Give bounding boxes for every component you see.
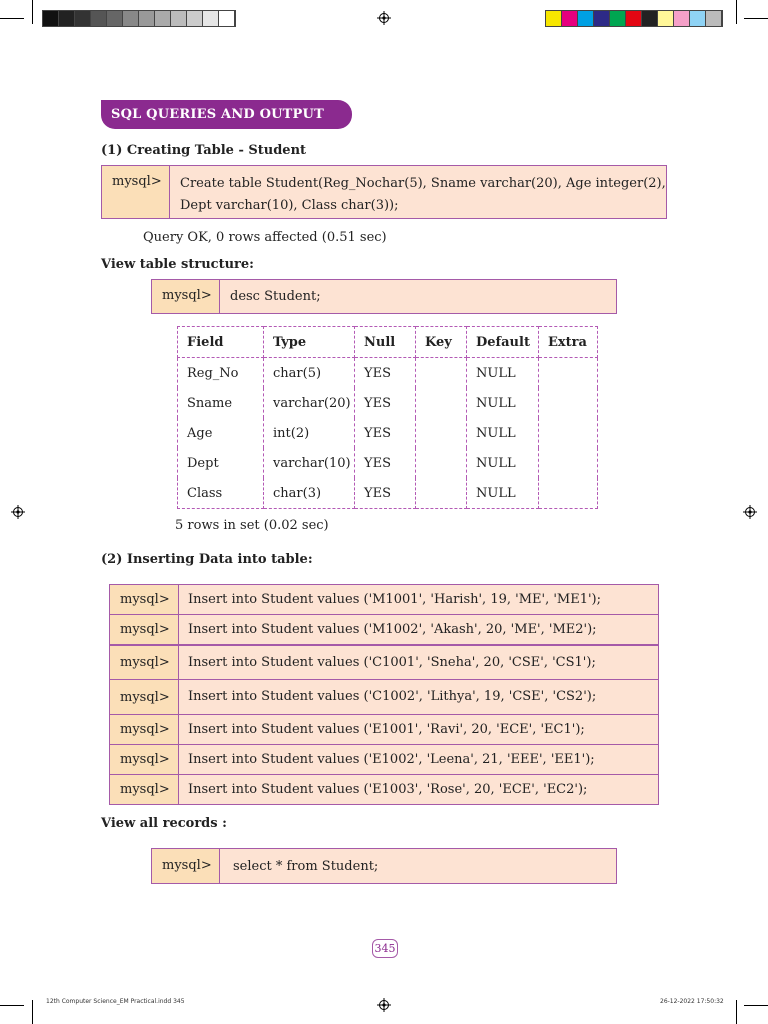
table-row <box>178 418 598 448</box>
table-cell <box>539 478 598 509</box>
crop-mark <box>736 0 737 24</box>
desc-query-box <box>151 279 617 314</box>
table-cell: NULL <box>467 388 539 418</box>
table-header-row <box>178 327 598 358</box>
query-line: Create table Student(Reg_Nochar(5), Sname varchar(20), Age integer(2), <box>180 176 666 191</box>
view-structure-heading: View table structure: <box>101 257 254 272</box>
table-cell <box>539 418 598 448</box>
table-cell <box>539 358 598 389</box>
table-cell <box>416 388 467 418</box>
desc-result-table <box>177 326 598 509</box>
table-cell <box>416 358 467 389</box>
table-cell: Sname <box>178 388 264 418</box>
table-cell: YES <box>355 478 416 509</box>
table-cell: Class <box>178 478 264 509</box>
mysql-prompt: mysql> <box>110 775 179 804</box>
registration-mark-icon <box>11 505 25 519</box>
insert-query: Insert into Student values ('E1003', 'Rose', 20, 'ECE', 'EC2'); <box>188 781 588 797</box>
desc-result: 5 rows in set (0.02 sec) <box>175 518 329 533</box>
table-cell: Reg_No <box>178 358 264 389</box>
crop-mark <box>32 1000 33 1024</box>
column-header: Type <box>264 327 355 358</box>
table-cell: YES <box>355 388 416 418</box>
crop-mark <box>744 1005 768 1006</box>
registration-mark-icon <box>377 11 391 25</box>
crop-mark <box>0 18 24 19</box>
insert-query-box <box>109 774 659 805</box>
insert-query-box <box>109 714 659 745</box>
insert-query: Insert into Student values ('E1001', 'Ravi', 20, 'ECE', 'EC1'); <box>188 721 585 737</box>
table-cell: NULL <box>467 448 539 478</box>
mysql-prompt: mysql> <box>102 166 170 218</box>
table-row <box>178 448 598 478</box>
registration-mark-icon <box>743 505 757 519</box>
table-cell <box>539 388 598 418</box>
mysql-prompt: mysql> <box>110 680 179 714</box>
insert-query: Insert into Student values ('M1001', 'Harish', 19, 'ME', 'ME1'); <box>188 591 602 607</box>
insert-query-box <box>109 645 659 680</box>
mysql-prompt: mysql> <box>110 715 179 744</box>
footer-timestamp: 26-12-2022 17:50:32 <box>660 998 724 1005</box>
column-header: Field <box>178 327 264 358</box>
mysql-prompt: mysql> <box>110 615 179 644</box>
insert-heading: (2) Inserting Data into table: <box>101 552 313 567</box>
insert-query: Insert into Student values ('E1002', 'Leena', 21, 'EEE', 'EE1'); <box>188 751 595 767</box>
registration-mark-icon <box>377 998 391 1012</box>
table-row <box>178 358 598 389</box>
select-query-box <box>151 848 617 884</box>
insert-query-box <box>109 679 659 715</box>
table-cell: varchar(10) <box>264 448 355 478</box>
crop-mark <box>0 1005 24 1006</box>
mysql-prompt: mysql> <box>152 849 220 883</box>
view-all-heading: View all records : <box>101 816 227 831</box>
table-cell: Age <box>178 418 264 448</box>
table-cell <box>416 478 467 509</box>
table-cell: YES <box>355 358 416 389</box>
mysql-prompt: mysql> <box>152 280 220 313</box>
table-cell: char(3) <box>264 478 355 509</box>
table-cell: YES <box>355 448 416 478</box>
table-row <box>178 388 598 418</box>
create-table-query <box>170 166 666 218</box>
insert-query-box <box>109 744 659 775</box>
page-number: 345 <box>372 939 398 958</box>
select-query: select * from Student; <box>233 859 379 874</box>
table-cell: NULL <box>467 418 539 448</box>
query-line: Dept varchar(10), Class char(3)); <box>180 198 399 213</box>
create-result: Query OK, 0 rows affected (0.51 sec) <box>143 230 387 245</box>
section-title: SQL QUERIES AND OUTPUT <box>101 100 352 129</box>
table-cell: int(2) <box>264 418 355 448</box>
table-cell <box>539 448 598 478</box>
column-header: Default <box>467 327 539 358</box>
insert-query: Insert into Student values ('C1002', 'Lithya', 19, 'CSE', 'CS2'); <box>188 689 597 704</box>
insert-query-box <box>109 614 659 645</box>
grayscale-calibration-bar <box>42 10 236 27</box>
column-header: Extra <box>539 327 598 358</box>
insert-query: Insert into Student values ('C1001', 'Sneha', 20, 'CSE', 'CS1'); <box>188 654 596 670</box>
table-cell: varchar(20) <box>264 388 355 418</box>
table-cell <box>416 418 467 448</box>
table-cell: Dept <box>178 448 264 478</box>
column-header: Null <box>355 327 416 358</box>
table-cell: NULL <box>467 358 539 389</box>
create-table-query-box <box>101 165 667 219</box>
column-header: Key <box>416 327 467 358</box>
table-cell <box>416 448 467 478</box>
insert-query-box <box>109 584 659 615</box>
desc-query: desc Student; <box>230 289 321 304</box>
table-row <box>178 478 598 509</box>
color-calibration-bar <box>545 10 723 27</box>
table-cell: char(5) <box>264 358 355 389</box>
table-cell: YES <box>355 418 416 448</box>
crop-mark <box>744 18 768 19</box>
crop-mark <box>32 0 33 24</box>
mysql-prompt: mysql> <box>110 745 179 774</box>
crop-mark <box>736 1000 737 1024</box>
create-table-heading: (1) Creating Table - Student <box>101 143 307 158</box>
mysql-prompt: mysql> <box>110 646 179 679</box>
insert-query: Insert into Student values ('M1002', 'Akash', 20, 'ME', 'ME2'); <box>188 621 597 637</box>
footer-file-name: 12th Computer Science_EM Practical.indd 345 <box>46 998 185 1005</box>
mysql-prompt: mysql> <box>110 585 179 614</box>
table-cell: NULL <box>467 478 539 509</box>
